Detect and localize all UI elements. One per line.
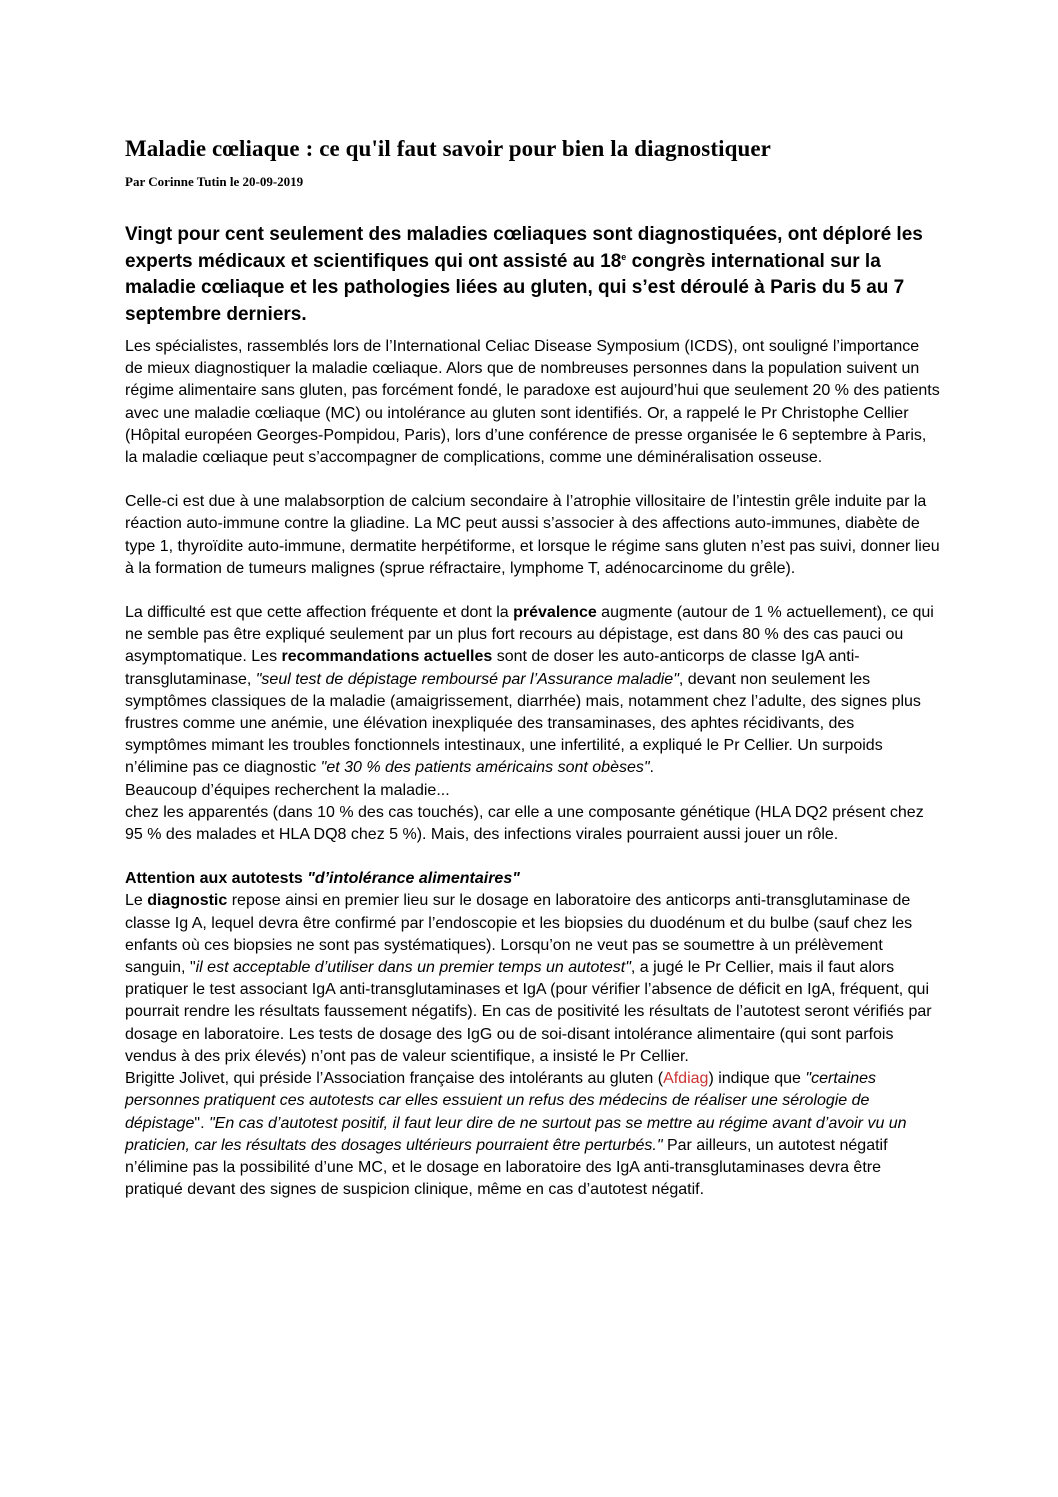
paragraph-text: , a jugé le Pr Cellier, mais il faut alors pratiquer le test associant IgA anti-transglutaminases et IgA (pour vérifier l’absence de déficit en IgA, fréquent, qui pourrait rendre les résultats faussement négatifs). En cas de positivité les résultats de l’autotest seront vérifiés par dosage en laboratoire. Les tests de dosage des IgG ou de soi-disant intolérance alimentaire (qui sont parfois vendus à des prix élevés) n’ont pas de valeur scientifique, a insisté le Pr Cellier. [125, 959, 932, 1065]
paragraph-4 [125, 890, 940, 1068]
paragraph-gap [125, 469, 940, 491]
lead-text: Vingt pour cent seulement des maladies cœliaques sont diagnostiquées, ont déploré les experts médicaux et scientifiques qui ont assisté au 18 [125, 224, 923, 272]
section-heading-italic: "d’intolérance alimentaires" [307, 870, 520, 888]
italic-quote: il est acceptable d’utiliser dans un premier temps un autotest" [195, 959, 631, 977]
bold-term: prévalence [513, 604, 597, 622]
italic-quote: "En cas d’autotest positif, il faut leur dire de ne surtout pas se mettre au régime avant d’avoir vu un praticien, car les résultats des dosages ultérieurs pourraient être perturbés." [125, 1114, 907, 1154]
italic-quote: "certaines personnes pratiquent ces autotests car elles essuient un refus des médecins de réaliser une sérologie de dépistage [125, 1070, 877, 1132]
paragraph-text: Par ailleurs, un autotest négatif n’élimine pas la possibilité d’une MC, et le dosage en laboratoire des IgA anti-transglutaminases devra être pratiqué devant des signes de suspicion clinique, même en cas d’autotest négatif. [125, 1136, 888, 1199]
lead-superscript: e [621, 251, 627, 262]
italic-quote: "seul test de dépistage remboursé par l’Assurance maladie" [255, 670, 679, 688]
paragraph-text: repose ainsi en premier lieu sur le dosage en laboratoire des anticorps anti-transglutaminase de classe Ig A, lequel devra être confirmé par l’endoscopie et les biopsies du duodénum et du bulbe (sauf chez les enfants où ces biopsies ne sont pas systématiques). Lorsqu’on ne veut pas se soumettre à un prélèvement sanguin, " [125, 892, 913, 977]
paragraph-text: , devant non seulement les symptômes classiques de la maladie (amaigrissement, diarrhée) mais, notamment chez l’adulte, des signes plus frustres comme une anémie, une élévation inexpliquée des transaminases, des aphtes récidivants, des symptômes mimant les troubles fonctionnels intestinaux, une infertilité, a expliqué le Pr Cellier. Un surpoids n’élimine pas ce diagnostic [125, 670, 921, 777]
article-lead [125, 222, 925, 329]
paragraph-2: Celle-ci est due à une malabsorption de calcium secondaire à l’atrophie villositaire de l’intestin grêle induite par la réaction auto-immune contre la gliadine. La MC peut aussi s’associer à des affections auto-immunes, diabète de type 1, thyroïdite auto-immune, dermatite herpétiforme, et lorsque le régime sans gluten n’est pas suivi, donner lieu à la formation de tumeurs malignes (sprue réfractaire, lymphome T, adénocarcinome du grêle). [125, 493, 940, 577]
paragraph-text: La difficulté est que cette affection fréquente et dont la [125, 604, 514, 622]
bold-term: recommandations actuelles [281, 648, 493, 666]
paragraph-text: augmente (autour de 1 % actuellement), ce qui ne semble pas être expliqué seulement par un plus fort recours au dépistage, est dans 80 % des cas pauci ou asymptomatique. Les [125, 604, 934, 666]
paragraph-text: . [649, 759, 654, 777]
paragraph-gap [125, 580, 940, 602]
section-heading [125, 868, 940, 890]
article-body [125, 336, 940, 1201]
paragraph-1: Les spécialistes, rassemblés lors de l’International Celiac Disease Symposium (ICDS), ont souligné l’importance de mieux diagnostiquer la maladie cœliaque. Alors que de nombreuses personnes dans la population suivent un régime alimentaire sans gluten, pas forcément fondé, le paradoxe est aujourd’hui que seulement 20 % des patients avec une maladie cœliaque (MC) ou intolérance au gluten sont identifiés. Or, a rappelé le Pr Christophe Cellier (Hôpital européen Georges-Pompidou, Paris), lors d’une conférence de presse organisée le 6 septembre à Paris, la maladie cœliaque peut s’accompagner de complications, comme une déminéralisation osseuse. [125, 338, 940, 467]
paragraph-text: Le [125, 892, 148, 910]
section-heading-text: Attention aux autotests [125, 870, 308, 888]
article-title: Maladie cœliaque : ce qu'il faut savoir pour bien la diagnostiquer [125, 136, 771, 161]
article-byline: Par Corinne Tutin le 20-09-2019 [125, 174, 304, 189]
paragraph-text: ) indique que [708, 1070, 806, 1088]
afdiag-link[interactable]: Afdiag [663, 1070, 709, 1088]
italic-quote: "et 30 % des patients américains sont obèses" [320, 759, 650, 777]
paragraph-5 [125, 1068, 940, 1201]
paragraph-text: Brigitte Jolivet, qui préside l’Association française des intolérants au gluten ( [125, 1070, 664, 1088]
paragraph-3 [125, 602, 940, 780]
bold-term: diagnostic [147, 892, 228, 910]
paragraph-3-line-2: Beaucoup d’équipes recherchent la maladie... [125, 781, 450, 799]
lead-text-end: congrès international sur la maladie cœliaque et les pathologies liées au gluten, qui s’est déroulé à Paris du 5 au 7 septembre derniers. [125, 250, 905, 326]
paragraph-text: sont de doser les auto-anticorps de classe IgA anti-transglutaminase, [125, 648, 860, 688]
paragraph-gap [125, 846, 940, 868]
paragraph-text: ". [194, 1114, 209, 1132]
paragraph-3-line-3: chez les apparentés (dans 10 % des cas touchés), car elle a une composante génétique (HLA DQ2 présent chez 95 % des malades et HLA DQ8 chez 5 %). Mais, des infections virales pourraient aussi jouer un rôle. [125, 803, 924, 844]
